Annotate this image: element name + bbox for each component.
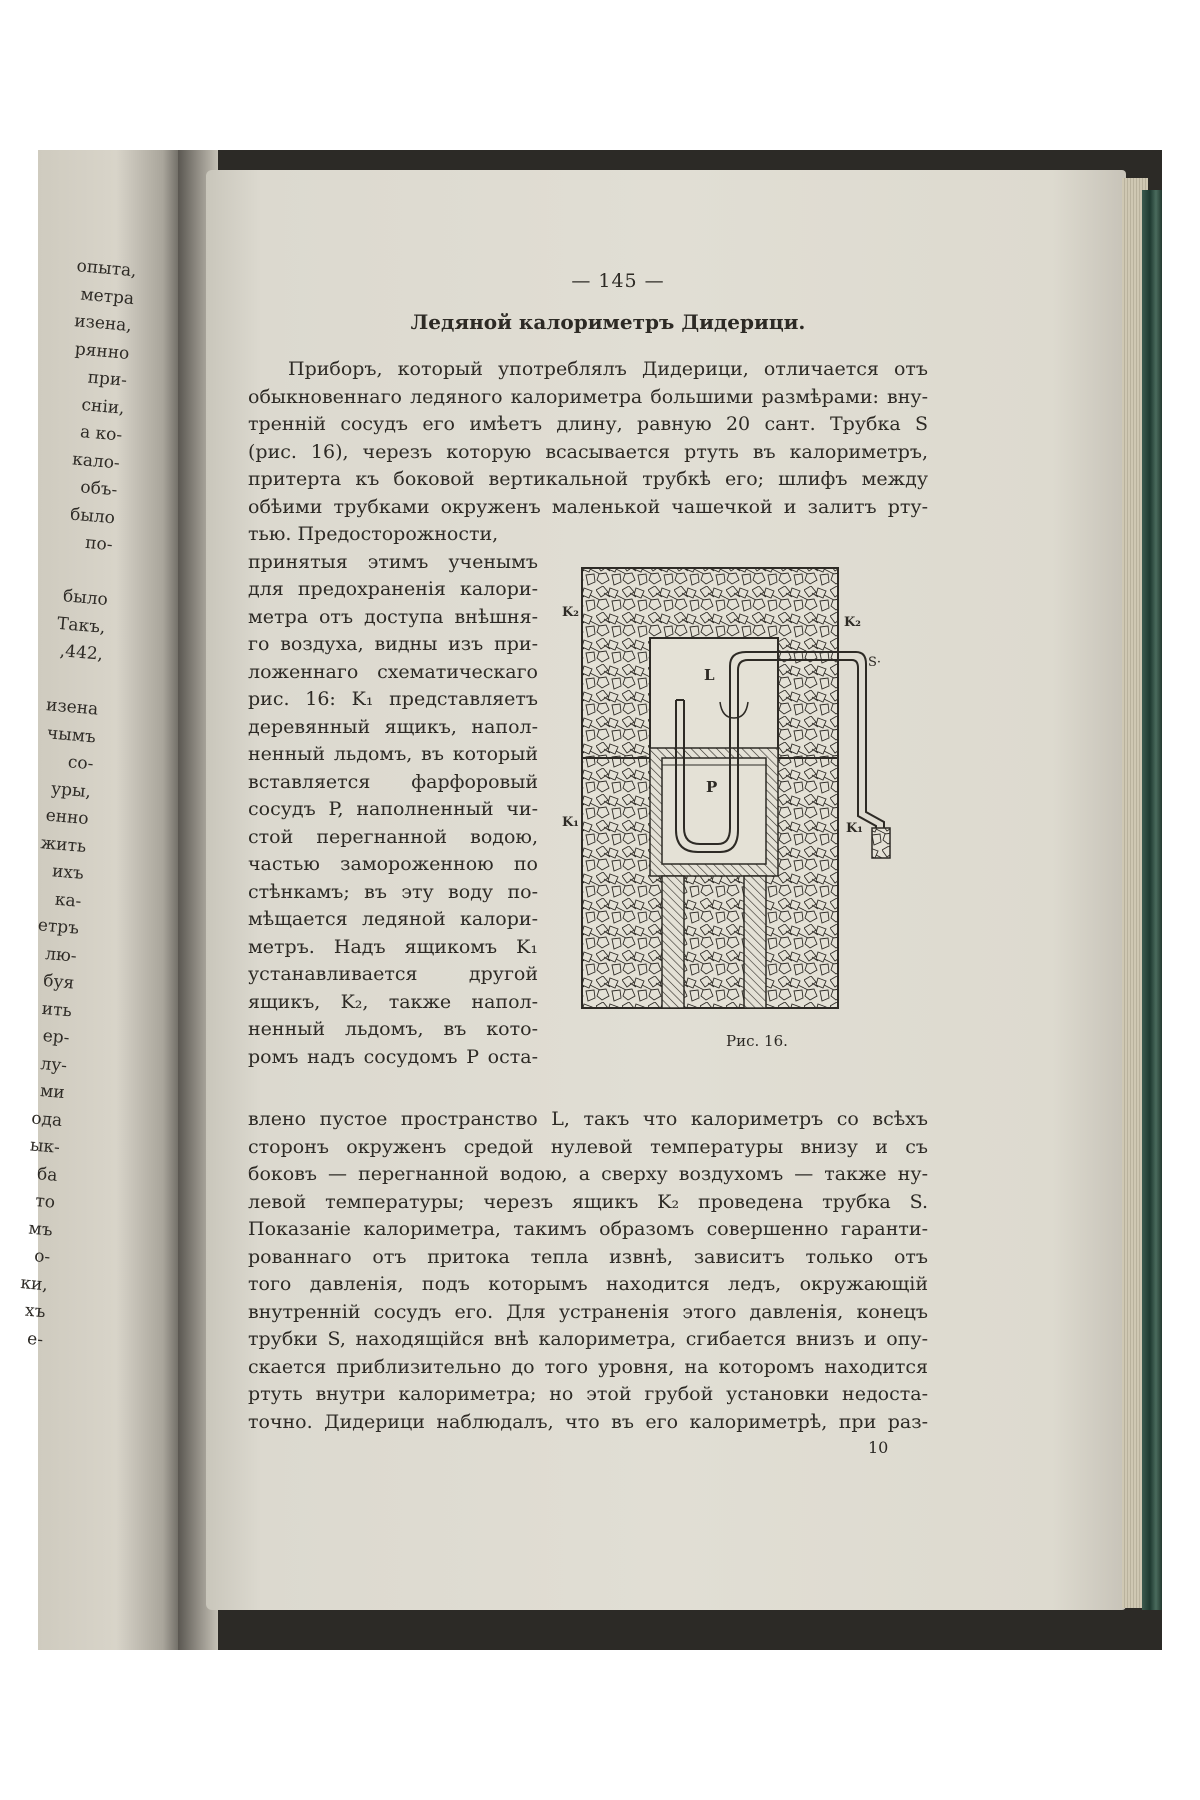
label-k1-right: K₁: [846, 821, 863, 836]
left-page-line: ык-: [29, 1135, 61, 1158]
paragraph-top: [248, 356, 928, 521]
left-page-line: лю-: [44, 943, 78, 967]
text-line: обыкновеннаго ледяного калориметра большими размѣрами: вну-: [248, 385, 928, 408]
left-page-line: снiи,: [80, 394, 126, 419]
text-line: обѣими трубками окруженъ маленькой чашечкой и залитъ рту-: [248, 495, 928, 518]
text-line: сосудъ P, наполненный чи-: [248, 798, 538, 820]
left-page-line: уры,: [50, 778, 92, 802]
left-page-line: мъ: [27, 1218, 54, 1241]
text-line: рованнаго отъ притока тепла извнѣ, зависитъ только отъ: [248, 1245, 928, 1268]
label-l: L: [704, 666, 715, 684]
text-line: для предохраненія калори-: [248, 578, 538, 600]
left-page-line: опыта,: [75, 256, 138, 282]
left-page-line: ить: [41, 998, 73, 1021]
text-line: го воздуха, видны изъ при-: [248, 633, 538, 655]
text-line: точно. Дидерици наблюдалъ, что въ его калориметрѣ, при раз-: [248, 1410, 928, 1433]
left-page-fragments: [0, 250, 138, 1354]
figure-caption: Рис. 16.: [726, 1032, 788, 1050]
text-line: боковъ — перегнанной водою, а сверху воздухомъ — также ну-: [248, 1163, 928, 1185]
text-line: частью замороженною по: [248, 853, 538, 875]
text-line: тью. Предосторожности,: [248, 523, 499, 545]
left-page-line: ер-: [41, 1026, 71, 1049]
label-k2-left: K₂: [562, 605, 579, 620]
left-page-line: а ко-: [79, 422, 123, 446]
text-line: скается приблизительно до того уровня, на которомъ находится: [248, 1355, 928, 1378]
text-line: вставляется фарфоровый: [248, 770, 538, 793]
text-line: принятыя этимъ ученымъ: [248, 550, 538, 573]
left-page-line: со-: [67, 752, 95, 775]
text-line: метръ. Надъ ящикомъ K₁: [248, 935, 538, 958]
left-page-line: ода: [30, 1107, 64, 1131]
text-line: левой температуры; черезъ ящикъ K₂ проведена трубка S.: [248, 1190, 928, 1213]
left-page: [19, 150, 180, 1650]
mercury-beaker: [872, 828, 890, 858]
left-page-line: чымъ: [46, 722, 97, 748]
text-line: рис. 16: K₁ представляетъ: [248, 688, 538, 710]
text-line: ртуть внутри калориметра; но этой грубой установки недоста-: [248, 1383, 928, 1405]
text-line: (рис. 16), черезъ которую всасывается ртуть въ калориметръ,: [248, 440, 928, 463]
left-page-line: при-: [86, 367, 128, 391]
left-page-line: изена: [45, 695, 100, 720]
text-line: метра отъ доступа внѣшня-: [248, 605, 538, 628]
left-page-line: ихъ: [51, 861, 85, 884]
left-page-line: о-: [33, 1246, 52, 1268]
text-line: Приборъ, который употреблялъ Дидерици, отличается отъ: [288, 358, 928, 380]
calorimeter-diagram: [562, 560, 950, 1050]
signature-number: 10: [868, 1438, 889, 1457]
paragraph-bottom: [248, 1106, 928, 1436]
label-s: S·: [868, 655, 882, 670]
left-page-line: жить: [39, 832, 88, 857]
text-line: мѣщается ледяной калори-: [248, 908, 538, 930]
text-line: трубки S, находящійся внѣ калориметра, сгибается внизъ и опу-: [248, 1328, 928, 1350]
left-page-line: лу-: [39, 1053, 68, 1076]
text-line: сторонъ окруженъ средой нулевой температуры внизу и съ: [248, 1135, 928, 1158]
text-line: ненный льдомъ, въ кото-: [248, 1018, 538, 1040]
left-page-line: хъ: [24, 1300, 47, 1323]
text-line: стѣнкамъ; въ эту воду по-: [248, 880, 538, 903]
left-page-line: буя: [42, 970, 76, 994]
left-page-line: рянно: [74, 338, 131, 364]
text-line: тренній сосудъ его имѣетъ длину, равную 20 сант. Трубка S: [248, 413, 928, 435]
text-line: притерта къ боковой вертикальной трубкѣ его; шлифъ между: [248, 468, 928, 490]
support-leg-right: [744, 876, 766, 1008]
left-page-line: изена,: [73, 311, 133, 337]
text-line: ложеннаго схематическаго: [248, 660, 538, 683]
left-page-line: было: [62, 586, 109, 611]
text-line: ромъ надъ сосудомъ P оста-: [248, 1045, 538, 1068]
page-text: [248, 270, 928, 1457]
left-page-line: Такъ,: [56, 613, 107, 638]
label-k1-left: K₁: [562, 815, 579, 830]
text-line: того давленія, подъ которымъ находится ледъ, окружающій: [248, 1273, 928, 1295]
support-leg-left: [662, 876, 684, 1008]
left-page-line: было: [69, 504, 116, 528]
text-line: устанавливается другой: [248, 963, 538, 985]
text-line: ящикъ, K₂, также напол-: [248, 990, 538, 1013]
text-line: влено пустое пространство L, такъ что калориметръ со всѣхъ: [248, 1108, 928, 1130]
book-cover: [1142, 190, 1162, 1610]
page-number: — 145 —: [571, 270, 665, 292]
left-page-line: енно: [44, 805, 90, 830]
text-line: стой перегнанной водою,: [248, 825, 538, 848]
left-page-line: ки,: [19, 1272, 49, 1295]
left-page-line: е-: [26, 1328, 44, 1350]
label-p: P: [706, 778, 718, 796]
text-line: Показаніе калориметра, такимъ образомъ совершенно гаранти-: [248, 1218, 928, 1240]
left-page-line: кало-: [71, 448, 121, 474]
text-line: внутренній сосудъ его. Для устраненія этого давленія, конецъ: [248, 1300, 928, 1323]
left-page-line: етръ: [37, 915, 80, 939]
left-page-line: метра: [79, 284, 135, 309]
left-page-line: ми: [39, 1081, 66, 1104]
left-page-line: то: [34, 1191, 56, 1213]
porcelain-vessel-p: [662, 758, 766, 864]
left-page-line: по-: [84, 532, 114, 556]
section-title: Ледяной калориметръ Дидерици.: [410, 310, 806, 334]
left-page-line: объ-: [79, 477, 119, 501]
left-page-line: ка-: [54, 889, 83, 912]
text-line: деревянный ящикъ, напол-: [248, 715, 538, 738]
label-k2-right: K₂: [844, 615, 861, 630]
empty-space-l: [650, 638, 778, 760]
left-page-line: ба: [36, 1163, 59, 1186]
paragraph-wrapped-column: [248, 521, 538, 1071]
left-page-line: ,442,: [58, 641, 104, 665]
text-line: ненный льдомъ, въ который: [248, 743, 538, 765]
